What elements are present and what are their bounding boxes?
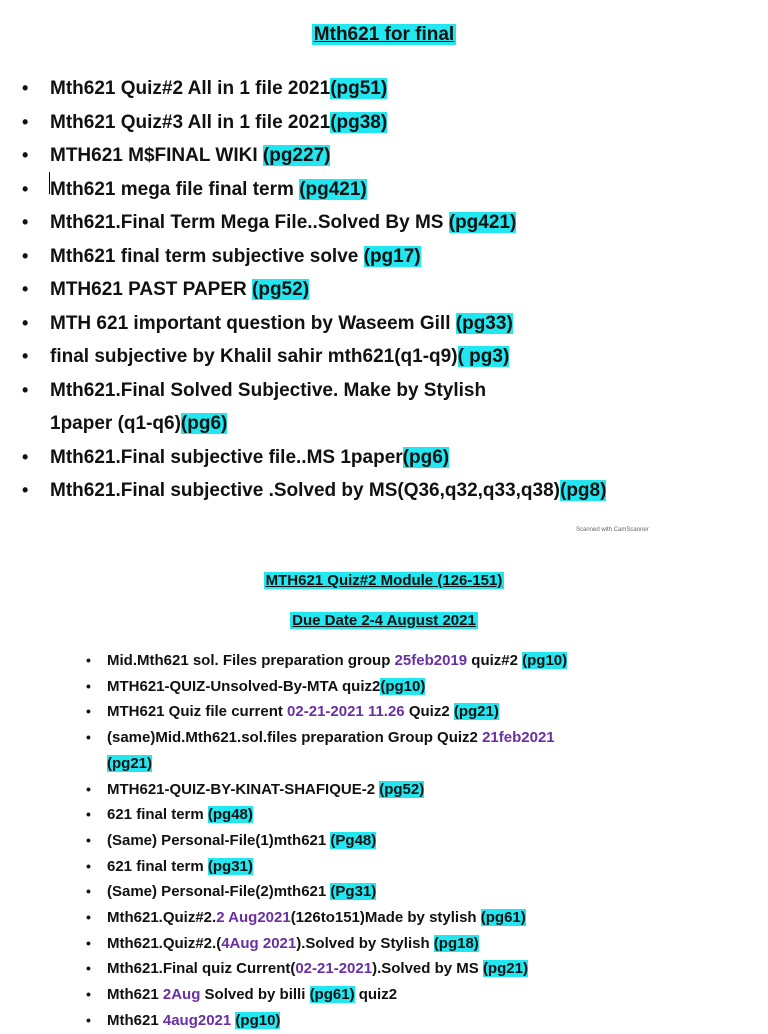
quiz-files-list (86, 648, 756, 1034)
list-item: • 621 final term (pg48) (86, 802, 756, 828)
list-item: • MTH621-QUIZ-Unsolved-By-MTA quiz2(pg10) (86, 674, 756, 700)
list-item: • MTH621 Quiz file current 02-21-2021 11.26 Quiz2 (pg21) (86, 699, 756, 725)
list-item: • MTH621-QUIZ-BY-KINAT-SHAFIQUE-2 (pg52) (86, 777, 756, 803)
list-item: • Mth621.Final subjective .Solved by MS(Q36,q32,q33,q38)(pg8) (22, 474, 762, 508)
list-item: • Mth621.Final quiz Current(02-21-2021).Solved by MS (pg21) (86, 956, 756, 982)
list-item: • Mth621.Quiz#2.(4Aug 2021).Solved by Stylish (pg18) (86, 931, 756, 957)
list-item: • (same)Mid.Mth621.sol.files preparation Group Quiz2 21feb2021 (pg21) (86, 725, 756, 776)
list-item: • Mth621 Quiz#3 All in 1 file 2021(pg38) (22, 106, 762, 140)
section-title: MTH621 Quiz#2 Module (126-151) (265, 572, 503, 589)
list-item: • final subjective by Khalil sahir mth621(q1-q9)( pg3) (22, 340, 762, 374)
list-item: • Mth621 mega file final term (pg421) (22, 173, 762, 207)
list-item: • (Same) Personal-File(2)mth621 (Pg31) (86, 879, 756, 905)
list-item: • Mth621.Final Solved Subjective. Make by Stylish 1paper (q1-q6)(pg6) (22, 374, 762, 441)
scanner-watermark: Scanned with CamScanner (576, 527, 649, 533)
list-item: • Mth621 2Aug Solved by billi (pg61) quiz2 (86, 982, 756, 1008)
list-item: • Mth621 final term subjective solve (pg17) (22, 240, 762, 274)
list-item: • MTH 621 important question by Waseem Gill (pg33) (22, 307, 762, 341)
list-item: • 621 final term (pg31) (86, 854, 756, 880)
final-files-list (22, 72, 762, 508)
list-item: • Mth621 4aug2021 (pg10) (86, 1008, 756, 1034)
list-item: • MTH621 M$FINAL WIKI (pg227) (22, 139, 762, 173)
document-title: Mth621 for final (313, 24, 455, 45)
list-item: • MTH621 PAST PAPER (pg52) (22, 273, 762, 307)
due-date-title: Due Date 2-4 August 2021 (292, 612, 476, 629)
list-item: • Mth621.Final Term Mega File..Solved By MS (pg421) (22, 206, 762, 240)
list-item: • Mth621 Quiz#2 All in 1 file 2021(pg51) (22, 72, 762, 106)
list-item: • Mth621.Quiz#2.2 Aug2021(126to151)Made by stylish (pg61) (86, 905, 756, 931)
list-item: • (Same) Personal-File(1)mth621 (Pg48) (86, 828, 756, 854)
list-item: • Mth621.Final subjective file..MS 1paper(pg6) (22, 441, 762, 475)
list-item: • Mid.Mth621 sol. Files preparation group 25feb2019 quiz#2 (pg10) (86, 648, 756, 674)
